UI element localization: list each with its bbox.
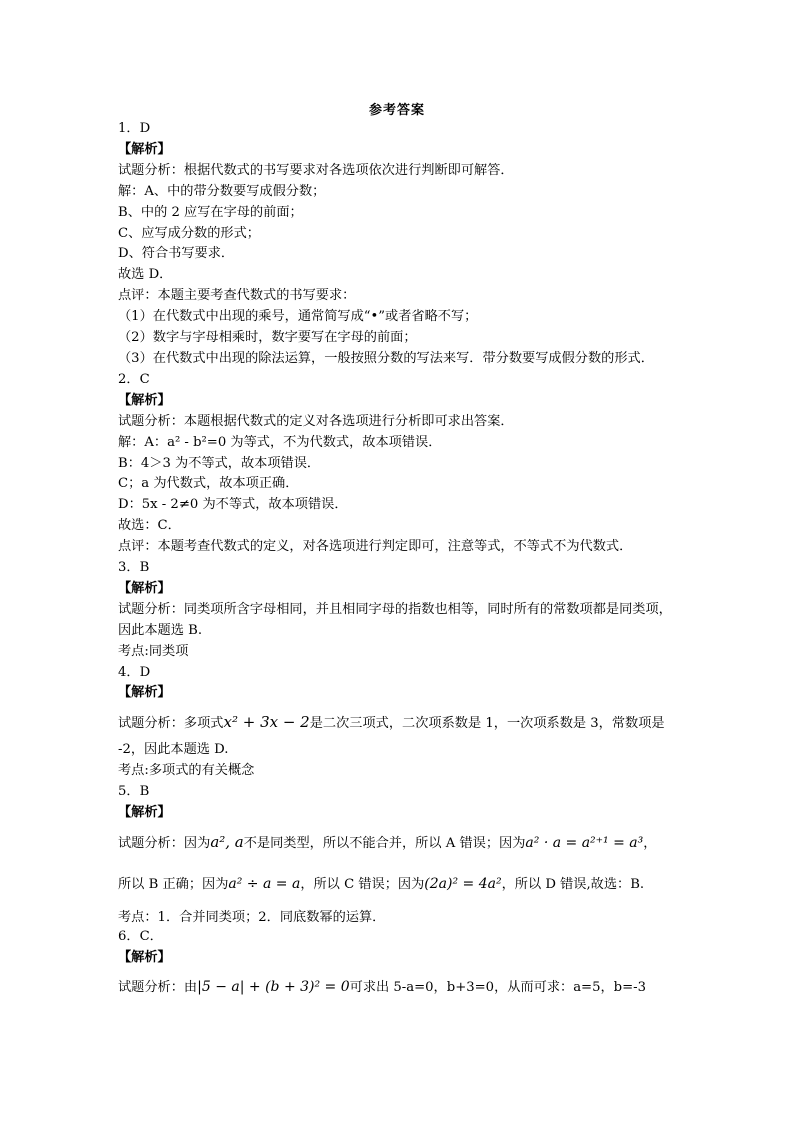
q3-analysis-heading: 【解析】 <box>118 580 171 596</box>
q6-equation: |5 − a| + (b + 3)² = 0 <box>197 978 350 995</box>
q4-analysis-cont: -2，因此本题选 D. <box>118 742 229 758</box>
q5-l2-math1: a² ÷ a = a <box>228 876 301 892</box>
q3-analysis: 试题分析：同类项所含字母相同，并且相同字母的指数也相等，同时所有的常数项都是同类项，因此本题选 B. <box>118 601 672 638</box>
q2-solution-d: D：5x - 2≠0 为不等式，故本项错误． <box>118 497 348 513</box>
q2-solution-a: 解：A：a² - b²=0 为等式，不为代数式，故本项错误． <box>118 434 442 450</box>
q3-number: 3．B <box>118 560 150 576</box>
q1-analysis-heading: 【解析】 <box>118 141 171 157</box>
q5-l1-mid: 不是同类型，所以不能合并，所以 A 错误；因为 <box>243 836 526 851</box>
q5-analysis-line1 <box>118 824 678 860</box>
q2-comment: 点评：本题考查代数式的定义，对各选项进行判定即可，注意等式，不等式不为代数式． <box>118 539 633 555</box>
q1-analysis: 试题分析：根据代数式的书写要求对各选项依次进行判断即可解答． <box>118 162 514 178</box>
q2-solution-b: B：4＞3 为不等式，故本项错误． <box>118 455 321 471</box>
q2-number: 2．C <box>118 371 150 387</box>
q1-solution-c: C、应写成分数的形式； <box>118 225 260 241</box>
q6-analysis <box>118 969 678 1005</box>
q4-analysis <box>118 704 678 740</box>
q1-number: 1．D <box>118 121 151 136</box>
q2-analysis-heading: 【解析】 <box>118 392 171 408</box>
q1-comment: 点评：本题主要考查代数式的书写要求： <box>118 288 356 304</box>
q2-solution-c: C；a 为代数式，故本项正确． <box>118 476 299 492</box>
q5-analysis-line2 <box>118 866 678 902</box>
q1-comment-2: （2）数字与字母相乘时，数字要写在字母的前面； <box>118 330 417 346</box>
q4-number: 4．D <box>118 664 151 680</box>
q5-l2-mid1: ，所以 C 错误；因为 <box>300 877 425 892</box>
q6-analysis-heading: 【解析】 <box>118 949 171 965</box>
q5-l2-end: ，所以 D 错误,故选：B. <box>501 877 645 892</box>
q5-number: 5．B <box>118 784 150 800</box>
q2-analysis: 试题分析：本题根据代数式的定义对各选项进行分析即可求出答案． <box>118 413 514 429</box>
q6-analysis-post: 可求出 5-a=0，b+3=0，从而可求：a=5，b=-3 <box>349 979 647 995</box>
q1-comment-3: （3）在代数式中出现的除法运算，一般按照分数的写法来写．带分数要写成假分数的形式． <box>118 350 654 366</box>
page-title: 参考答案 <box>368 103 425 118</box>
q4-analysis-pre: 试题分析：多项式 <box>118 716 224 732</box>
q5-kaodian: 考点：1．合并同类项；2．同底数幂的运算． <box>118 910 386 925</box>
q5-l1-math1: a², a <box>210 833 244 851</box>
q5-l1-end: ， <box>643 836 657 851</box>
q4-analysis-heading: 【解析】 <box>118 685 171 701</box>
q1-solution-b: B、中的 2 应写在字母的前面； <box>118 204 303 220</box>
q5-l1-pre: 试题分析：因为 <box>118 836 211 851</box>
q5-l2-math2: (2a)² = 4a² <box>424 876 502 892</box>
q1-solution-d: D、符合书写要求． <box>118 246 235 262</box>
q5-l2-pre: 所以 B 正确；因为 <box>118 877 229 892</box>
q1-choice: 故选 D． <box>118 267 173 283</box>
q6-number: 6．C． <box>118 929 163 944</box>
q5-analysis-heading: 【解析】 <box>118 805 171 821</box>
q3-kaodian: 考点:同类项 <box>118 643 189 659</box>
q5-l1-math2: a² · a = a²⁺¹ = a³ <box>525 835 644 851</box>
q2-choice: 故选：C． <box>118 518 181 534</box>
q1-comment-1: （1）在代数式中出现的乘号，通常简写成“•”或者省略不写； <box>118 309 478 325</box>
q4-analysis-post: 是二次三项式，二次项系数是 1，一次项系数是 3，常数项是 <box>309 716 665 732</box>
q4-kaodian: 考点:多项式的有关概念 <box>118 763 255 779</box>
answer-content <box>118 119 678 1005</box>
q1-solution-a: 解：A、中的带分数要写成假分数； <box>118 183 326 199</box>
q4-polynomial: x² + 3x − 2 <box>223 713 310 732</box>
q6-analysis-pre: 试题分析：由 <box>118 979 198 995</box>
